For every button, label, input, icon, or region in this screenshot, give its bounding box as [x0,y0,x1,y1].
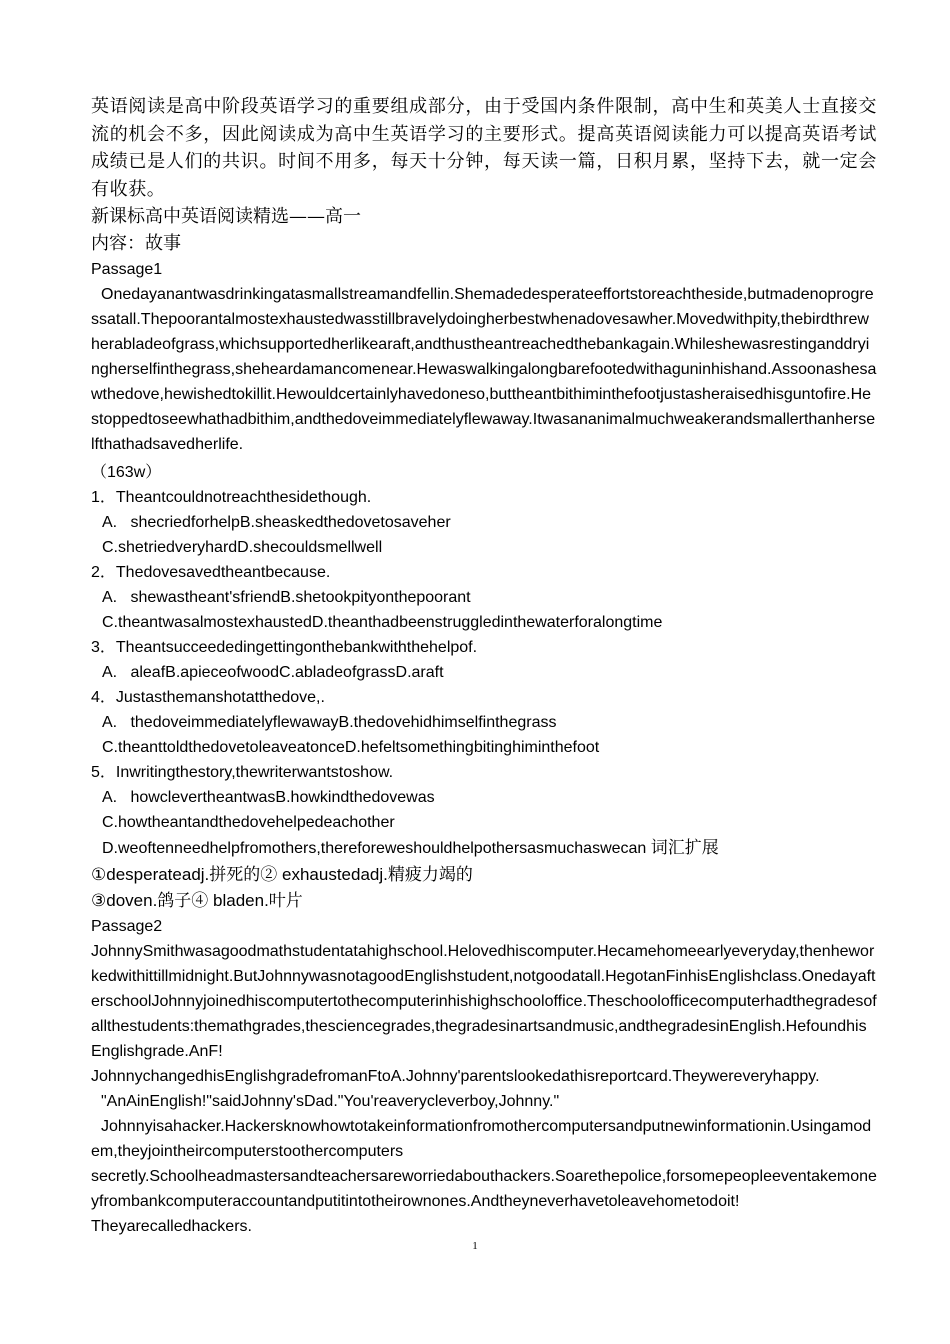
passage2-para3: "AnAinEnglish!"saidJohnny'sDad."You'reaverycleverboy,Johnny." [101,1093,560,1110]
word-count: （163w） [91,464,162,481]
vocab-line-2 [91,888,877,914]
vocab-word: exhaustedadj. [277,865,388,884]
vocab-meaning: 精疲力竭的 [387,865,473,885]
vocab-label: 词汇扩展 [650,838,719,858]
question-4 [91,685,877,760]
question-stem: 4．Justasthemanshotatthedove,. [91,689,325,706]
passage2-para5: secretly.Schoolheadmastersandteachersareworriedabouthackers.Soarethepolice,forsomepeopleeventakemoneyfrombankcomputeraccountandputitintotheirownones.Andtheyneverhavetoleavehometodoit! [91,1168,877,1210]
vocab-line-1 [91,862,877,888]
question-stem: 5．Inwritingthestory,thewriterwantstoshow. [91,764,394,781]
question-list [91,485,877,835]
content-label: 内容：故事 [91,233,181,254]
vocab-number: ③ [91,891,107,911]
series-title: 新课标高中英语阅读精选——高一 [91,206,361,227]
question-options: C.theanttoldthedovetoleaveatonceD.hefeltsomethingbitinghiminthefoot [102,739,600,756]
last-option-line [91,835,877,862]
page-content [91,93,877,1239]
vocab-word: doven. [106,891,158,910]
question-3 [91,635,877,685]
vocab-number: ④ [191,891,209,911]
passage2-para4 [91,1114,877,1164]
question-options: C.howtheantandthedovehelpedeachother [102,814,395,831]
question-5 [91,760,877,835]
question-1 [91,485,877,560]
question-2 [91,560,877,635]
question-options: C.shetriedveryhardD.shecouldsmellwell [102,539,383,556]
vocab-word: desperateadj. [106,865,210,884]
question-options: C.theantwasalmostexhaustedD.theanthadbeenstruggledinthewaterforalongtime [102,614,663,631]
passage2-para2: JohnnychangedhisEnglishgradefromanFtoA.Johnny'parentslookedathisreportcard.Theywereveryhappy. [91,1068,820,1085]
intro-paragraph: 英语阅读是高中阶段英语学习的重要组成部分，由于受国内条件限制，高中生和英美人士直接交流的机会不多，因此阅读成为高中生英语学习的主要形式。提高英语阅读能力可以提高英语考试成绩已是人们的共识。时间不用多，每天十分钟，每天读一篇，日积月累，坚持下去，就一定会有收获。 [91,96,877,200]
question-options: A. shecriedforhelpB.sheaskedthedovetosaveher [102,514,451,531]
vocab-meaning: 鸽子 [157,891,192,911]
question-options: A. thedoveimmediatelyflewawayB.thedovehidhimselfinthegrass [102,714,557,731]
question-options: A. howclevertheantwasB.howkindthedovewas [102,789,435,806]
passage2-heading: Passage2 [91,918,163,935]
page-number: 1 [472,1240,478,1252]
passage2-para1: JohnnySmithwasagoodmathstudentatahighschool.Helovedhiscomputer.Hecamehomeearlyeveryday,thenheworkedwithittillmidnight.ButJohnnywasnotagoodEnglishstudent,notgoodatall.HegotanFinhisEnglishclass.OnedayafterschoolJohnnyjoinedhiscomputertothecomputerinhishighschooloffice.Theschoolofficecomputerhadthegradesofallthestudents:themathgrades,thesciencegrades,thegradesinartsandmusic,andthegradesinEnglish.HefoundhisEnglishgrade.AnF! [91,943,877,1060]
question-stem: 3．Theantsucceededingettingonthebankwiththehelpof. [91,639,478,656]
passage2-para4-text: Johnnyisahacker.Hackersknowhowtotakeinformationfromothercomputersandputnewinformationin.Usingamodem,theyjointheircomputerstoothercomputers [91,1118,872,1160]
question-options: A. aleafB.apieceofwoodC.abladeofgrassD.araft [102,664,444,681]
last-option: D.weoftenneedhelpfromothers,thereforeweshouldhelpothersasmuchaswecan [102,840,647,857]
vocab-number: ① [91,865,107,885]
passage1-text [91,282,877,457]
question-stem: 2．Thedovesavedtheantbecause. [91,564,331,581]
passage2-para6: Theyarecalledhackers. [91,1218,252,1235]
vocab-word: bladen. [208,891,269,910]
passage1-body: Onedayanantwasdrinkingatasmallstreamandfellin.Shemadedesperateeffortstoreachtheside,butmadenoprogressatall.Thepoorantalmostexhaustedwasstillbravelydoingherbestwhenadovesawher.Movedwithpity,thebirdthrewherabladeofgrass,whichsupportedherlikearaft,andthustheantreachedthebankagain.Whileshewasrestinganddryingherselfinthegrass,sheheardamancomenear.Hewaswalkingalongbarefootedwithaguninhishand.Assoonashesawthedove,hewishedtokillit.Hewouldcertainlyhavedoneso,buttheantbithiminthefootjustasheraisedhisguntofire.Hestoppedtoseewhathadbithim,andthedoveimmediatelyflewaway.Itwasananimalmuchweakerandsmallerthanherselfthathadsavedherlife. [91,286,877,453]
vocab-number: ② [260,865,278,885]
vocab-meaning: 叶片 [268,891,303,911]
question-options: A. shewastheant'sfriendB.shetookpityonthepoorant [102,589,471,606]
vocab-meaning: 拼死的 [209,865,261,885]
question-stem: 1．Theantcouldnotreachthesidethough. [91,489,372,506]
passage1-heading: Passage1 [91,261,163,278]
